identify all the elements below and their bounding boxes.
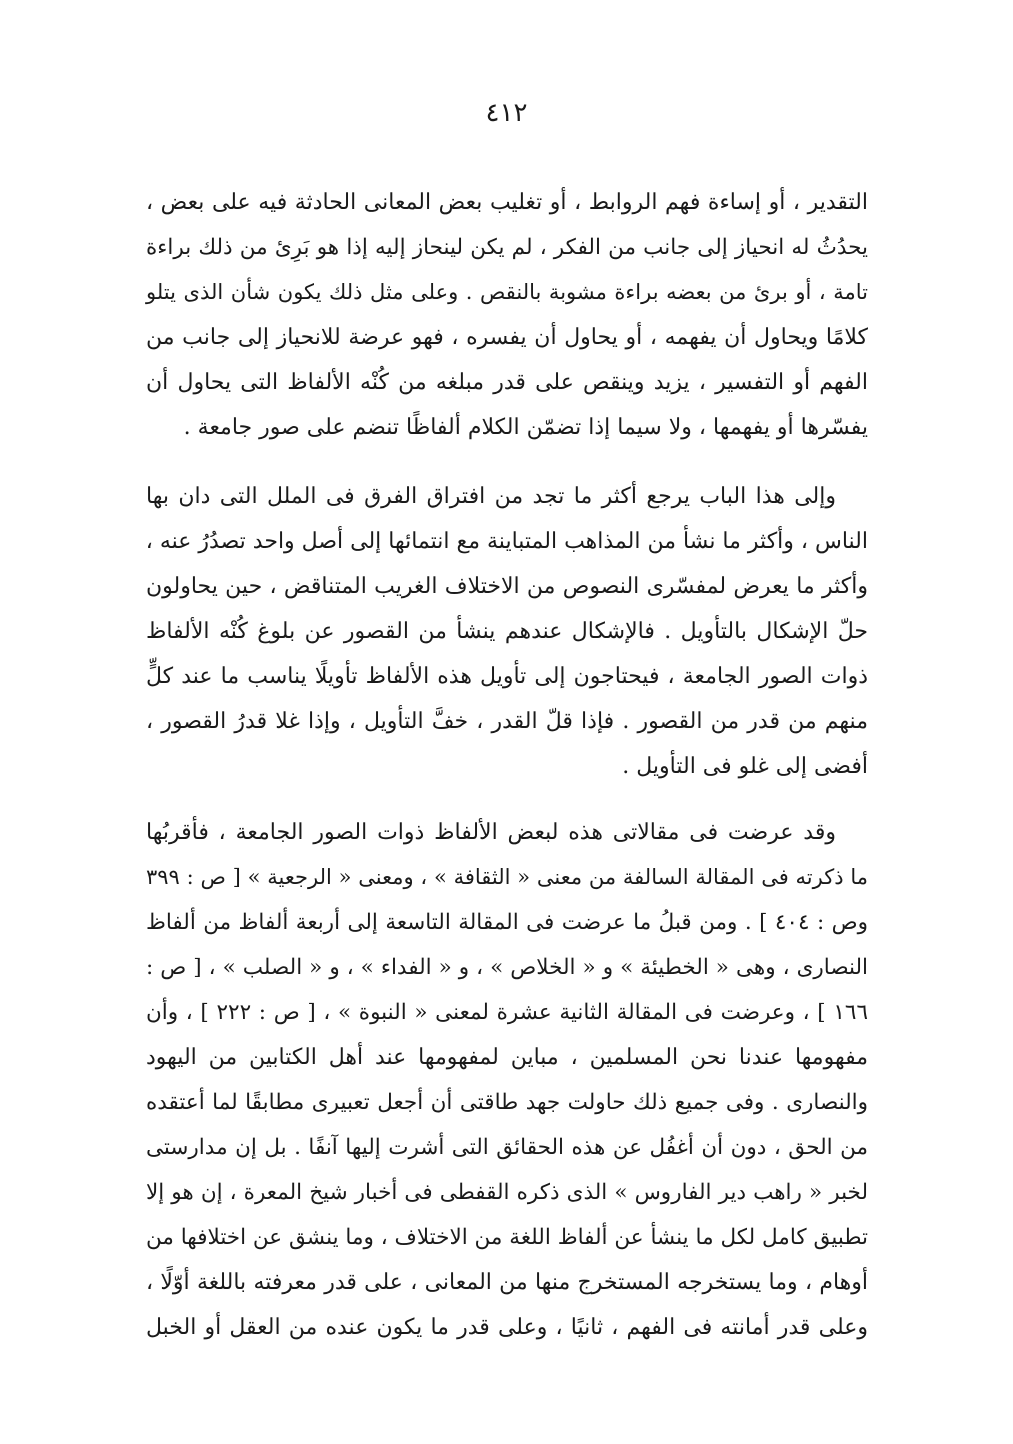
text-line: الناس ، وأكثر ما نشأ من المذاهب المتباينة مع انتمائها إلى أصل واحد تصدُرُ عنه ، [145, 529, 868, 554]
text-line: منهم من قدر من القصور . فإذا قلّ القدر ، خفَّ التأويل ، وإذا غلا قدرُ القصور ، [146, 709, 868, 734]
text-line: وص : ٤٠٤ ] . ومن قبلُ ما عرضت فى المقالة التاسعة إلى أربعة ألفاظ من ألفاظ [146, 910, 868, 935]
text-line: وعلى قدر أمانته فى الفهم ، ثانيًا ، وعلى قدر ما يكون عنده من العقل أو الخبل [146, 1315, 868, 1340]
paragraph-3 [146, 810, 868, 1350]
text-line: وقد عرضت فى مقالاتى هذه لبعض الألفاظ ذوات الصور الجامعة ، فأقربُها [146, 820, 836, 845]
text-line: وإلى هذا الباب يرجع أكثر ما تجد من افتراق الفرق فى الملل التى دان بها [146, 484, 836, 509]
text-line: النصارى ، وهى « الخطيئة » و « الخلاص » ، و « الفداء » ، و « الصلب » ، [ ص : [146, 955, 868, 980]
text-line: ذوات الصور الجامعة ، فيحتاجون إلى تأويل هذه الألفاظ تأويلًا يناسب ما عند كلٍّ [146, 664, 868, 689]
text-line: ما ذكرته فى المقالة السالفة من معنى « الثقافة » ، ومعنى « الرجعية » [ ص : ٣٩٩ [146, 865, 868, 889]
text-line: من الحق ، دون أن أغفُل عن هذه الحقائق التى أشرت إليها آنفًا . بل إن مدارستى [146, 1135, 868, 1160]
text-line: الفهم أو التفسير ، يزيد وينقص على قدر مبلغه من كُنْه الألفاظ التى يحاول أن [146, 370, 868, 395]
text-line: التقدير ، أو إساءة فهم الروابط ، أو تغليب بعض المعانى الحادثة فيه على بعض ، [146, 190, 868, 215]
paragraph-1 [146, 180, 868, 450]
text-line: يفسّرها أو يفهمها ، ولا سيما إذا تضمّن الكلام ألفاظًا تنضم على صور جامعة . [183, 415, 868, 440]
text-line: كلامًا ويحاول أن يفهمه ، أو يحاول أن يفسره ، فهو عرضة للانحياز إلى جانب من [146, 325, 868, 350]
text-line: لخبر « راهب دير الفاروس » الذى ذكره القفطى فى أخبار شيخ المعرة ، إن هو إلا [146, 1180, 868, 1205]
text-line: مفهومها عندنا نحن المسلمين ، مباين لمفهومها عند أهل الكتابين من اليهود [146, 1045, 868, 1070]
text-line: والنصارى . وفى جميع ذلك حاولت جهد طاقتى أن أجعل تعبيرى مطابقًا لما أعتقده [146, 1090, 868, 1115]
text-line: حلّ الإشكال بالتأويل . فالإشكال عندهم ينشأ من القصور عن بلوغ كُنْه الألفاظ [146, 619, 868, 644]
paragraph-2 [146, 474, 868, 789]
text-line: يحدُثُ له انحياز إلى جانب من الفكر ، لم يكن لينحاز إليه إذا هو بَرِئ من ذلك براءة [146, 235, 868, 260]
page-number: ٤١٢ [485, 98, 528, 128]
text-line: وأكثر ما يعرض لمفسّرى النصوص من الاختلاف الغريب المتناقض ، حين يحاولون [146, 574, 868, 599]
text-line: تطبيق كامل لكل ما ينشأ عن ألفاظ اللغة من الاختلاف ، وما ينشق عن اختلافها من [146, 1225, 868, 1250]
text-line: ١٦٦ ] ، وعرضت فى المقالة الثانية عشرة لمعنى « النبوة » ، [ ص : ٢٢٢ ] ، وأن [146, 1000, 868, 1025]
text-line: تامة ، أو برئ من بعضه براءة مشوبة بالنقص . وعلى مثل ذلك يكون شأن الذى يتلو [146, 280, 868, 304]
text-line: أوهام ، وما يستخرجه المستخرج منها من المعانى ، على قدر معرفته باللغة أوّلًا ، [146, 1270, 868, 1295]
text-line: أفضى إلى غلو فى التأويل . [622, 754, 868, 779]
